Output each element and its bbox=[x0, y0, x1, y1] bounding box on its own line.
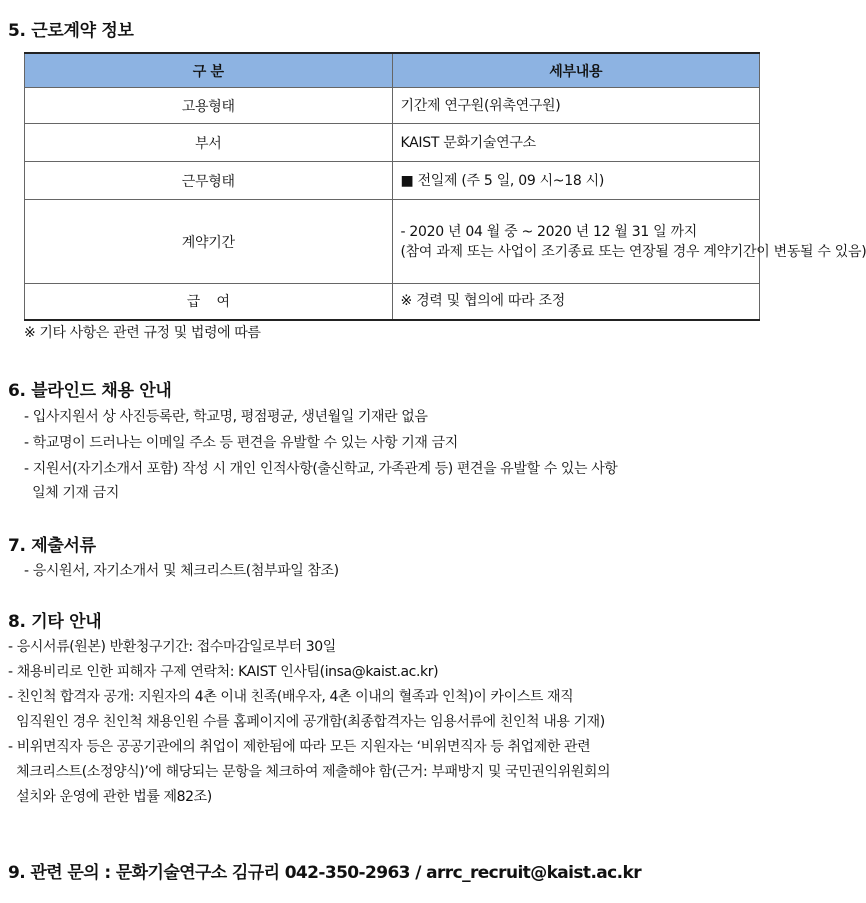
list-item: - 지원서(자기소개서 포함) 작성 시 개인 인적사항(출신학교, 가족관계 등) 편견을 유발할 수 있는 사항 bbox=[24, 461, 618, 477]
section-6-heading: 6. 블라인드 채용 안내 bbox=[8, 381, 172, 401]
table-row bbox=[25, 162, 760, 200]
table-row bbox=[25, 200, 760, 284]
table-row bbox=[25, 88, 760, 124]
section-8-heading: 8. 기타 안내 bbox=[8, 612, 102, 632]
header-category: 구 분 bbox=[25, 53, 393, 88]
list-item: - 입사지원서 상 사진등록란, 학교명, 평점평균, 생년월일 기재란 없음 bbox=[24, 409, 428, 425]
contract-info-table bbox=[24, 52, 866, 321]
row-value-contract-period: - 2020 년 04 월 중 ~ 2020 년 12 월 31 일 까지 (참여 과제 또는 사업이 조기종료 또는 연장될 경우 계약기간이 변동될 수 있음) bbox=[392, 200, 760, 284]
section-9-heading: 9. 관련 문의 : 문화기술연구소 김규리 042-350-2963 / arrc_recruit@kaist.ac.kr bbox=[8, 863, 641, 883]
row-label-contract-period: 계약기간 bbox=[25, 200, 393, 284]
table-row bbox=[25, 284, 760, 320]
list-item: - 비위면직자 등은 공공기관에의 취업이 제한됨에 따라 모든 지원자는 ‘비위면직자 등 취업제한 관련 bbox=[8, 739, 591, 755]
row-value-employment-type: 기간제 연구원(위촉연구원) bbox=[392, 88, 760, 124]
row-label-work-type: 근무형태 bbox=[25, 162, 393, 200]
list-item: - 채용비리로 인한 피해자 구제 연락처: KAIST 인사팀(insa@kaist.ac.kr) bbox=[8, 664, 439, 680]
list-item: - 친인척 합격자 공개: 지원자의 4촌 이내 친족(배우자, 4촌 이내의 혈족과 인척)이 카이스트 재직 bbox=[8, 689, 574, 705]
row-label-salary: 급 여 bbox=[25, 284, 393, 320]
table-row bbox=[25, 124, 760, 162]
header-details: 세부내용 bbox=[392, 53, 760, 88]
row-value-work-type: ■ 전일제 (주 5 일, 09 시~18 시) bbox=[392, 162, 760, 200]
section-5-note: ※ 기타 사항은 관련 규정 및 법령에 따름 bbox=[24, 325, 261, 341]
row-label-department: 부서 bbox=[25, 124, 393, 162]
list-item: 임직원인 경우 친인척 채용인원 수를 홈페이지에 공개함(최종합격자는 임용서류에 친인척 내용 기재) bbox=[8, 714, 605, 730]
row-value-salary: ※ 경력 및 협의에 따라 조정 bbox=[392, 284, 760, 320]
list-item: - 학교명이 드러나는 이메일 주소 등 편견을 유발할 수 있는 사항 기재 금지 bbox=[24, 435, 458, 451]
list-item: - 응시원서, 자기소개서 및 체크리스트(첨부파일 참조) bbox=[24, 563, 339, 579]
list-item: 체크리스트(소정양식)’에 해당되는 문항을 체크하여 제출해야 함(근거: 부패방지 및 국민권익위원회의 bbox=[8, 764, 611, 780]
row-label-employment-type: 고용형태 bbox=[25, 88, 393, 124]
section-5-heading: 5. 근로계약 정보 bbox=[8, 21, 134, 41]
list-item: 일체 기재 금지 bbox=[24, 485, 119, 501]
list-item: - 응시서류(원본) 반환청구기간: 접수마감일로부터 30일 bbox=[8, 639, 336, 655]
list-item: 설치와 운영에 관한 법률 제82조) bbox=[8, 789, 212, 805]
section-7-heading: 7. 제출서류 bbox=[8, 536, 96, 556]
table-header-row bbox=[25, 53, 760, 88]
row-value-department: KAIST 문화기술연구소 bbox=[392, 124, 760, 162]
